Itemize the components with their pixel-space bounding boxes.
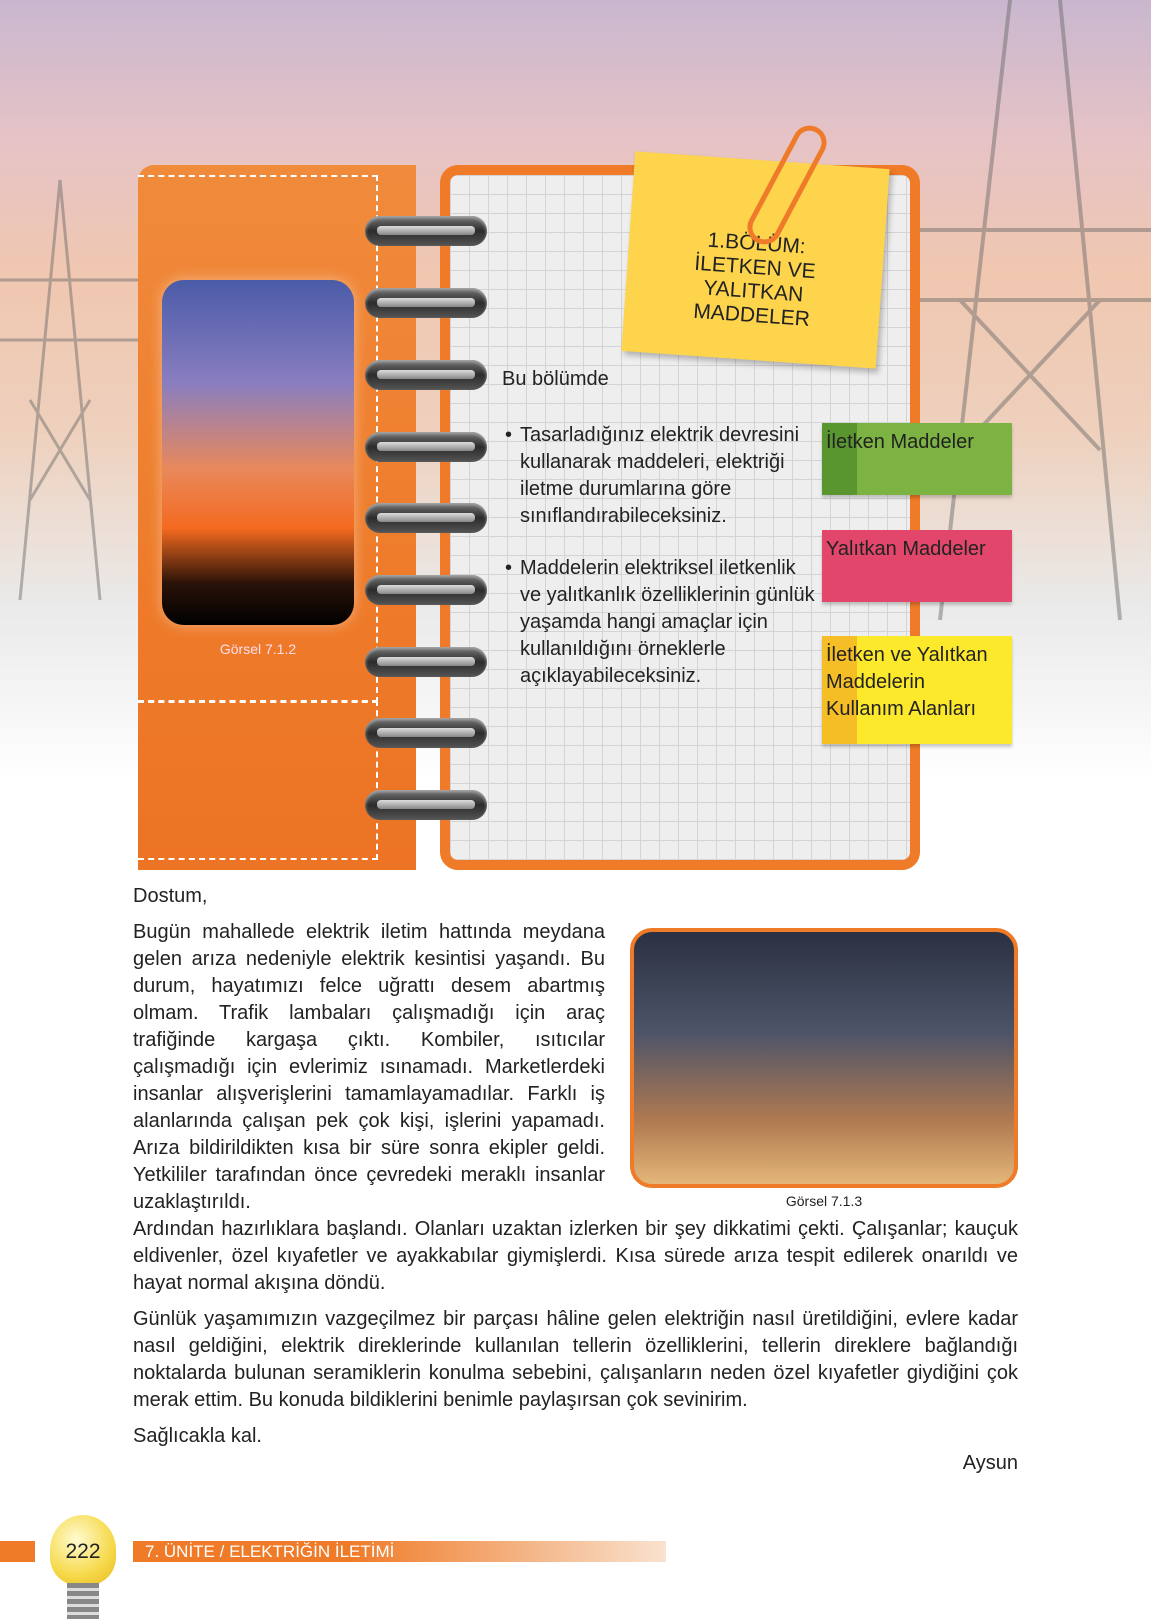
page-number: 222 bbox=[65, 1540, 101, 1563]
closing: Sağlıcakla kal. bbox=[133, 1425, 262, 1447]
spiral-ring bbox=[365, 647, 487, 677]
dashed-border bbox=[138, 700, 378, 860]
section-title-note bbox=[621, 151, 889, 368]
intro-text: Bu bölümde bbox=[502, 368, 609, 390]
footer-accent bbox=[0, 1541, 35, 1562]
paragraph: Günlük yaşamımızın vazgeçilmez bir parçası hâline gelen elektriğin nasıl üretildiğini, evlere kadar nasıl geldiğini, elektrik direklerinde kullanılan tellerin özelliklerini, tellerin direklere bağlandığı noktalarda bulunan seramiklerin konulma sebebini, çalışanların neden özel kıyafetler giydiğini çok merak ettim. Bu konuda bildiklerini benimle paylaşırsan çok sevinirim. bbox=[133, 1308, 1018, 1411]
power-tower-right-image bbox=[900, 0, 1151, 620]
paragraph: Bugün mahallede elektrik iletim hattında meydana gelen arıza nedeniyle elektrik kesintisi yaşandı. Bu durum, hayatımızı felce uğrattı desem abartmış olmam. Trafik lambaları çalışmadığı için araç trafiğinde kargaşa çıktı. Kombiler, ısıtıcılar çalışmadığı için evlerimiz ısınamadı. Marketlerdeki insanlar alışverişlerini tamamlayamadılar. Farklı iş alanlarında çalışan pek çok kişi, işlerini yapamadı. Arıza bildirildikten kısa bir süre sonra ekipler geldi. Yetkililer tarafından önce çevredeki meraklı insanlar uzaklaştırıldı. bbox=[133, 921, 605, 1213]
objective-item: • Tasarladığınız elektrik devresini kullanarak maddeleri, elektriği iletme durumlarına göre sınıflandırabileceksiniz. bbox=[505, 422, 815, 530]
spiral-ring bbox=[365, 360, 487, 390]
spiral-ring bbox=[365, 575, 487, 605]
spiral-ring bbox=[365, 432, 487, 462]
tab-kullanim-alanlari[interactable]: İletken ve Yalıtkan Maddelerin Kullanım Alanları bbox=[822, 636, 1012, 744]
greeting: Dostum, bbox=[133, 885, 208, 907]
spiral-ring bbox=[365, 503, 487, 533]
photo-caption: Görsel 7.1.2 bbox=[219, 641, 297, 657]
photo-caption: Görsel 7.1.3 bbox=[785, 1193, 863, 1209]
line-workers-photo bbox=[630, 928, 1018, 1188]
spiral-ring bbox=[365, 718, 487, 748]
power-tower-left-image bbox=[0, 100, 140, 600]
signature: Aysun bbox=[962, 1452, 1018, 1474]
title-line: MADDELER bbox=[692, 299, 811, 331]
spiral-ring bbox=[365, 216, 487, 246]
objectives-list bbox=[505, 422, 815, 715]
lightbulb-base-icon bbox=[67, 1583, 99, 1619]
title-line: İLETKEN VE bbox=[693, 251, 817, 284]
tab-yalitkan-maddeler[interactable]: Yalıtkan Maddeler bbox=[822, 530, 1012, 602]
title-line: YALITKAN bbox=[702, 276, 804, 307]
unit-title: 7. ÜNİTE / ELEKTRİĞİN İLETİMİ bbox=[133, 1541, 666, 1562]
tab-iletken-maddeler[interactable]: İletken Maddeler bbox=[822, 423, 1012, 495]
spiral-ring bbox=[365, 790, 487, 820]
title-line: 1.BÖLÜM: bbox=[706, 228, 807, 259]
power-tower-sunset-photo bbox=[162, 280, 354, 625]
spiral-ring bbox=[365, 288, 487, 318]
paragraph: Ardından hazırlıklara başlandı. Olanları uzaktan izlerken bir şey dikkatimi çekti. Çalışanlar; kauçuk eldivenler, özel kıyafetler ve ayakkabılar giymişlerdi. Kısa sürede arıza tespit edilerek onarıldı ve hayat normal akışına döndü. bbox=[133, 1218, 1018, 1294]
objective-item: • Maddelerin elektriksel iletkenlik ve yalıtkanlık özelliklerinin günlük yaşamda hangi amaçlar için kullanıldığını örneklerle açıklayabileceksiniz. bbox=[505, 555, 815, 690]
